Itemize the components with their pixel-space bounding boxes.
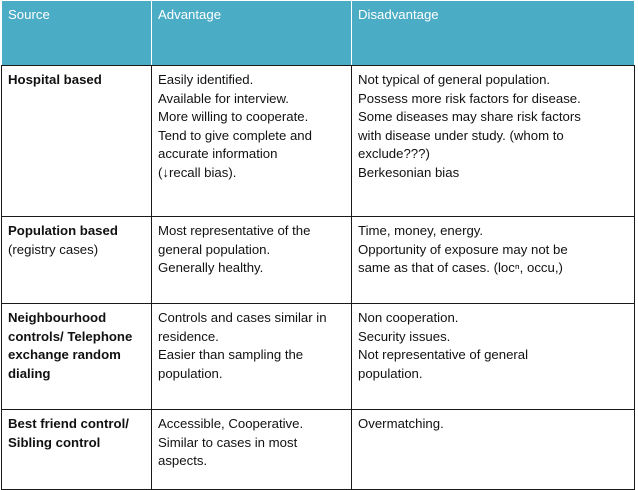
advantage-text: aspects. — [158, 453, 208, 468]
header-source: Source — [2, 1, 152, 66]
source-cell — [2, 66, 152, 217]
disadvantage-text: Time, money, energy. — [358, 223, 484, 238]
advantage-text: More willing to cooperate. — [158, 109, 309, 124]
disadvantage-text: Opportunity of exposure may not be — [358, 241, 568, 257]
source-text: controls/ Telephone — [8, 328, 133, 344]
disadvantage-text: same as that of cases. (locⁿ, occu,) — [358, 260, 563, 275]
source-text: Best friend control/ — [8, 416, 129, 431]
advantage-cell — [152, 304, 352, 410]
advantage-text: Available for interview. — [158, 90, 289, 106]
disadvantage-text: with disease under study. (whom to — [358, 127, 564, 143]
advantage-text: Easier than sampling the — [158, 347, 304, 362]
advantage-cell — [152, 217, 352, 304]
advantage-text: Easily identified. — [158, 72, 254, 87]
disadvantage-text: Some diseases may share risk factors — [358, 109, 581, 124]
advantage-text: population. — [158, 365, 223, 381]
advantage-text: accurate information — [158, 146, 278, 161]
table-row — [2, 410, 635, 490]
header-advantage: Advantage — [152, 1, 352, 66]
advantage-text: Tend to give complete and — [158, 127, 312, 143]
source-text: Sibling control — [8, 434, 101, 450]
disadvantage-cell — [352, 66, 635, 217]
advantage-cell — [152, 66, 352, 217]
disadvantage-text: population. — [358, 365, 423, 381]
advantage-text: general population. — [158, 241, 271, 257]
disadvantage-text: Possess more risk factors for disease. — [358, 90, 581, 106]
advantage-text: Generally healthy. — [158, 260, 264, 275]
source-text: exchange random — [8, 347, 121, 362]
disadvantage-text: Not typical of general population. — [358, 72, 551, 87]
disadvantage-text: Overmatching. — [358, 416, 444, 431]
comparison-table — [1, 0, 635, 490]
table-row — [2, 304, 635, 410]
source-text: Hospital based — [8, 72, 102, 87]
source-cell — [2, 304, 152, 410]
disadvantage-text: exclude???) — [358, 146, 430, 161]
advantage-text: Accessible, Cooperative. — [158, 416, 304, 431]
disadvantage-text: Non cooperation. — [358, 310, 459, 325]
advantage-cell — [152, 410, 352, 490]
advantage-text: residence. — [158, 328, 219, 344]
source-cell — [2, 217, 152, 304]
advantage-text: Similar to cases in most — [158, 434, 298, 450]
advantage-text: (↓recall bias). — [158, 164, 237, 180]
table-row — [2, 217, 635, 304]
header-disadvantage: Disadvantage — [352, 1, 635, 66]
disadvantage-text: Security issues. — [358, 328, 451, 344]
header-row — [2, 1, 635, 66]
disadvantage-text: Berkesonian bias — [358, 164, 460, 180]
advantage-text: Most representative of the — [158, 223, 311, 238]
advantage-text: Controls and cases similar in — [158, 310, 327, 325]
source-text: dialing — [8, 365, 51, 381]
table-row — [2, 66, 635, 217]
disadvantage-cell — [352, 410, 635, 490]
disadvantage-text: Not representative of general — [358, 347, 529, 362]
source-text: Neighbourhood — [8, 310, 107, 325]
disadvantage-cell — [352, 217, 635, 304]
disadvantage-cell — [352, 304, 635, 410]
source-cell — [2, 410, 152, 490]
source-text: (registry cases) — [8, 241, 99, 257]
source-text: Population based — [8, 223, 118, 238]
